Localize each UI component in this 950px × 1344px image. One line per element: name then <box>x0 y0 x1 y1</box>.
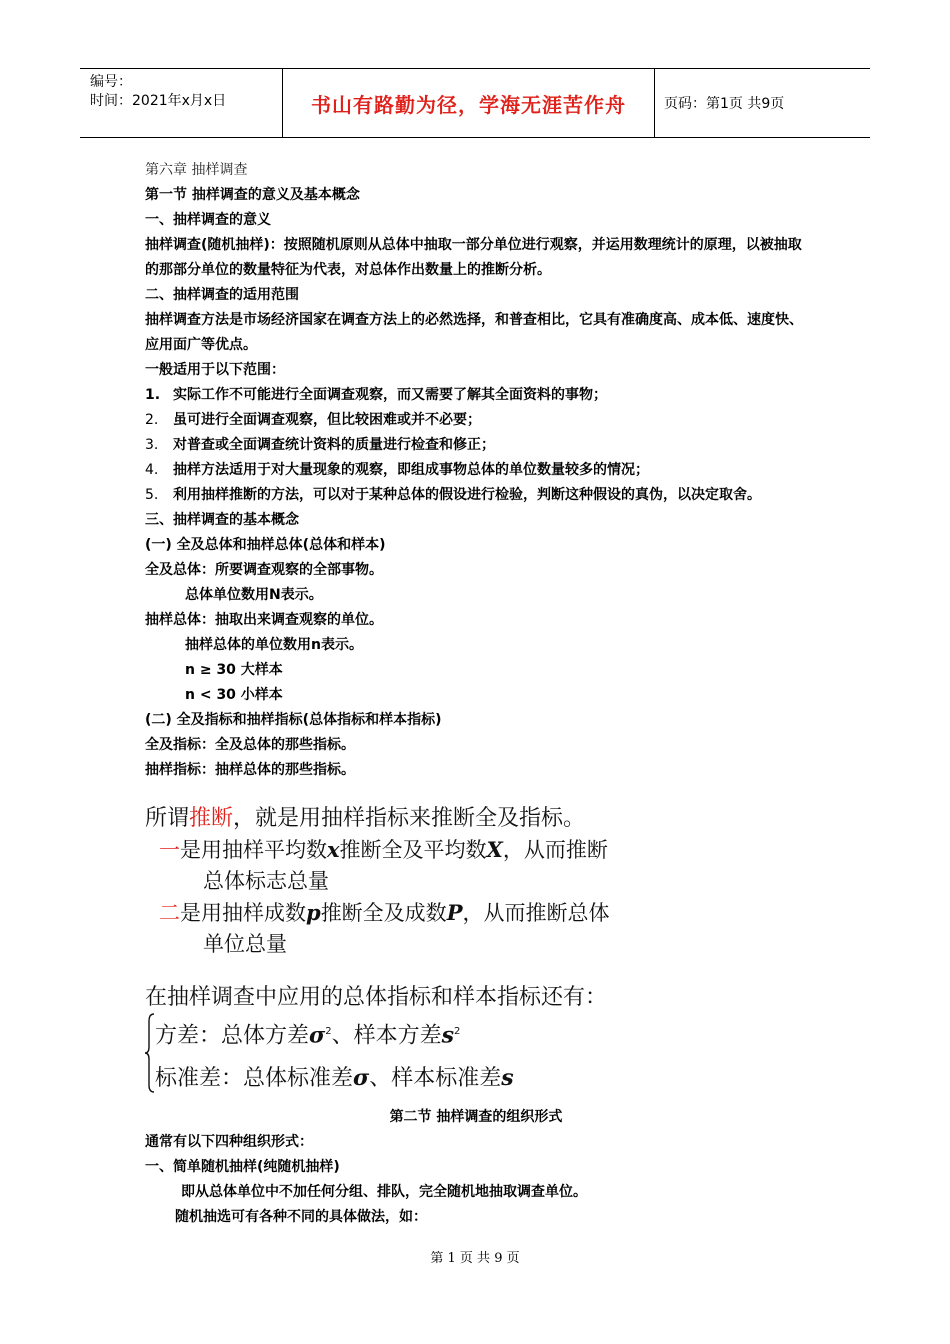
inference-point-1 <box>145 834 845 866</box>
definition-population-note: 总体单位数用N表示。 <box>185 587 323 603</box>
section-2-title: 第二节 抽样调查的组织形式 <box>389 1109 563 1125</box>
paragraph-scope-intro: 一般适用于以下范围： <box>145 362 285 378</box>
sym-sigma: σ <box>309 1022 326 1049</box>
definition-population: 全及总体：所要调查观察的全部事物。 <box>145 562 383 578</box>
paragraph-advantages: 抽样调查方法是市场经济国家在调查方法上的必然选择，和普查相比，它具有准确度高、成本低、速度快、应用面广等优点。 <box>145 312 803 353</box>
sym-s: s <box>441 1022 455 1049</box>
slide-text: ，从而推断 <box>502 838 608 862</box>
list-item <box>145 458 810 483</box>
subheading-population: (一) 全及总体和抽样总体(总体和样本) <box>145 537 386 553</box>
variance-line <box>155 1011 514 1057</box>
sym-sigma: σ <box>353 1065 370 1092</box>
other-indicators-heading: 在抽样调查中应用的总体指标和样本指标还有： <box>145 985 608 1010</box>
large-sample-rule: n ≥ 30 大样本 <box>185 662 283 678</box>
page-footer: 第 1 页 共 9 页 <box>430 1251 520 1266</box>
inference-point-2-cont: 单位总量 <box>203 932 287 956</box>
definition-sample-note: 抽样总体的单位数用n表示。 <box>185 637 363 653</box>
var-population-proportion: P <box>446 900 463 925</box>
slide-text: 所谓 <box>145 806 190 831</box>
heading-simple-random-sampling: 一、简单随机抽样(纯随机抽样) <box>145 1159 340 1175</box>
list-number: 2. <box>145 412 159 428</box>
list-text: 实际工作不可能进行全面调查观察，而又需要了解其全面资料的事物； <box>173 387 607 403</box>
list-item <box>145 483 810 508</box>
chapter-title: 第六章 抽样调查 <box>145 162 248 178</box>
slide-text: 、样本标准差 <box>369 1066 502 1092</box>
slide-text: 、样本方差 <box>331 1023 442 1049</box>
variance-brace-group <box>145 1011 705 1095</box>
slide-text: 是用抽样成数 <box>180 901 306 925</box>
inference-definition <box>145 803 845 834</box>
list-text: 利用抽样推断的方法，可以对于某种总体的假设进行检验，判断这种假设的真伪，以决定取舍。 <box>173 487 761 503</box>
left-brace-icon <box>145 1013 155 1093</box>
heading-scope: 二、抽样调查的适用范围 <box>145 287 299 303</box>
slide-text: 推断全及成数 <box>320 901 447 925</box>
list-text: 虽可进行全面调查观察，但比较困难或并不必要； <box>173 412 481 428</box>
subheading-indicators: (二) 全及指标和抽样指标(总体指标和样本指标) <box>145 712 442 728</box>
section-2-intro: 通常有以下四种组织形式： <box>145 1134 313 1150</box>
var-sample-mean: x <box>327 837 340 862</box>
definition-population-indicator: 全及指标：全及总体的那些指标。 <box>145 737 355 753</box>
definition-sample: 抽样总体：抽取出来调查观察的单位。 <box>145 612 383 628</box>
list-item <box>145 433 810 458</box>
sym-s: s <box>501 1065 514 1092</box>
slide-text: 是用抽样平均数 <box>180 838 327 862</box>
var-population-mean: X <box>486 837 503 862</box>
inference-point-2 <box>145 897 845 929</box>
heading-basic-concepts: 三、抽样调查的基本概念 <box>145 512 299 528</box>
definition-sample-indicator: 抽样指标：抽样总体的那些指标。 <box>145 762 355 778</box>
page-header <box>80 68 870 138</box>
inference-slide <box>145 803 845 960</box>
ordinal-one: 一 <box>159 838 180 862</box>
list-item <box>145 383 810 408</box>
section-1-title: 第一节 抽样调查的意义及基本概念 <box>145 187 360 203</box>
sup-2: 2 <box>454 1026 461 1037</box>
std-dev-line <box>155 1057 514 1100</box>
list-text: 对普查或全面调查统计资料的质量进行检查和修正； <box>173 437 495 453</box>
paragraph-definition: 抽样调查(随机抽样)：按照随机原则从总体中抽取一部分单位进行观察，并运用数理统计的原理，以被抽取的那部分单位的数量特征为代表，对总体作出数量上的推断分析。 <box>145 237 802 278</box>
paragraph-simple-random-definition: 即从总体单位中不加任何分组、排队，完全随机地抽取调查单位。 <box>181 1184 587 1200</box>
list-number: 1. <box>145 387 161 403</box>
list-number: 5. <box>145 487 159 503</box>
document-body <box>145 158 810 783</box>
slide-text: 方差：总体方差 <box>155 1023 310 1049</box>
brace-lines <box>155 1011 514 1100</box>
paragraph-random-methods: 随机抽选可有各种不同的具体做法，如： <box>175 1209 427 1225</box>
header-page-code: 页码：第1页 共9页 <box>664 96 785 112</box>
inference-point-1-cont: 总体标志总量 <box>203 869 329 893</box>
list-number: 3. <box>145 437 159 453</box>
slide-text: ，就是用抽样指标来推断全及指标。 <box>233 806 586 831</box>
slide-text: ，从而推断总体 <box>462 901 610 925</box>
var-sample-proportion: p <box>306 900 321 925</box>
header-left-cell <box>80 69 282 137</box>
header-motto: 书山有路勤为径，学海无涯苦作舟 <box>282 69 655 137</box>
list-text: 抽样方法适用于对大量现象的观察，即组成事物总体的单位数量较多的情况； <box>173 462 649 478</box>
sup-2: 2 <box>325 1026 332 1037</box>
slide-text: 推断全及平均数 <box>339 838 487 862</box>
ordinal-two: 二 <box>159 901 180 925</box>
slide-text: 标准差：总体标准差 <box>155 1066 354 1092</box>
doc-time-label: 时间：2021年x月x日 <box>90 93 227 109</box>
heading-significance: 一、抽样调查的意义 <box>145 212 271 228</box>
section-2 <box>145 1105 810 1230</box>
doc-number-label: 编号： <box>90 74 132 90</box>
list-number: 4. <box>145 462 159 478</box>
small-sample-rule: n < 30 小样本 <box>185 687 283 703</box>
highlight-inference: 推断 <box>189 806 234 831</box>
list-item <box>145 408 810 433</box>
